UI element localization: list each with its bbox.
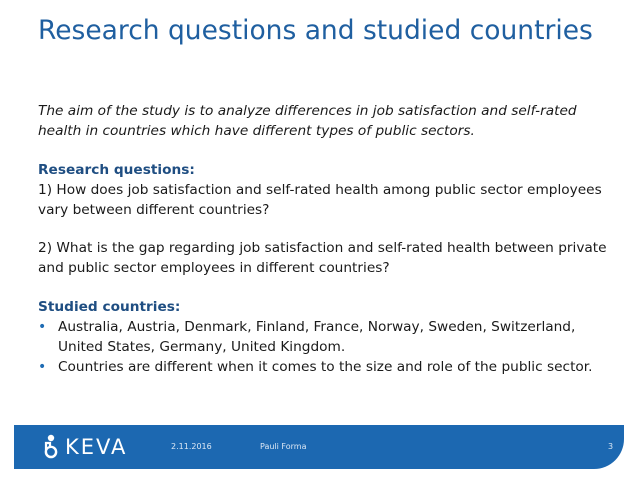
research-questions-heading: Research questions: (38, 162, 195, 178)
page-number: 3 (608, 442, 614, 451)
slide-title: Research questions and studied countries (38, 15, 593, 46)
keva-logo (42, 434, 127, 460)
footer-author: Pauli Forma (260, 442, 307, 451)
logo-text: KEVA (65, 435, 128, 459)
bullet-dot-icon: • (38, 319, 47, 335)
countries-bullet-list (38, 317, 618, 377)
keva-logo-icon (42, 434, 60, 460)
studied-countries-heading: Studied countries: (38, 299, 181, 315)
footer-strip (0, 469, 638, 479)
footer-panel (14, 425, 624, 469)
aim-statement: The aim of the study is to analyze differences in job satisfaction and self-rated health in countries which have different types of public sectors. (38, 103, 577, 139)
slide-body (38, 101, 618, 377)
footer-bar (0, 425, 638, 479)
bullet-dot-icon: • (38, 359, 47, 375)
bullet-text: Australia, Austria, Denmark, Finland, France, Norway, Sweden, Switzerland, United States, Germany, United Kingdom. (58, 319, 576, 355)
research-question-2: 2) What is the gap regarding job satisfaction and self-rated health between private and public sector employees in different countries? (38, 240, 607, 276)
footer-date: 2.11.2016 (171, 442, 212, 451)
bullet-item (38, 317, 618, 357)
bullet-item (38, 357, 618, 377)
bullet-text: Countries are different when it comes to the size and role of the public sector. (58, 359, 593, 375)
research-question-1: 1) How does job satisfaction and self-rated health among public sector employees vary between different countries? (38, 182, 602, 218)
